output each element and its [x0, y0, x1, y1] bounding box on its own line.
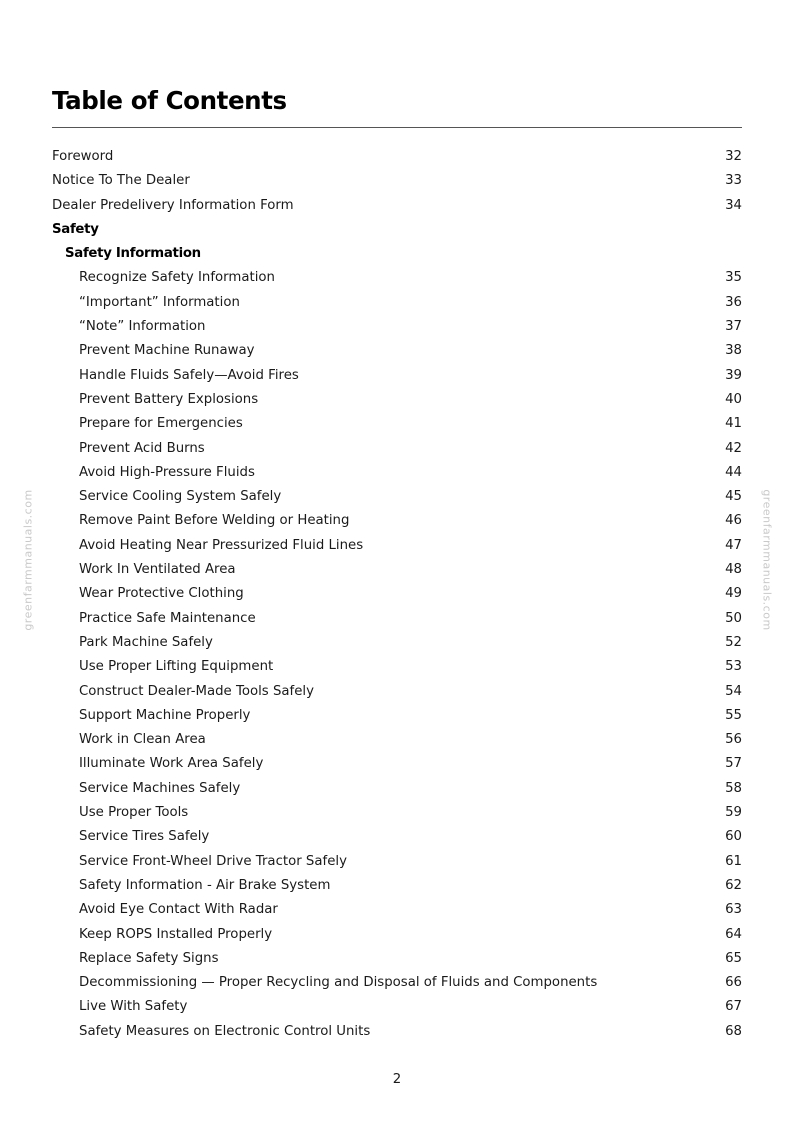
toc-entry-label: Safety Information - Air Brake System — [79, 877, 331, 893]
toc-entry-page: 68 — [725, 1023, 742, 1039]
toc-entry-label: Recognize Safety Information — [79, 270, 275, 286]
toc-entry[interactable] — [52, 485, 742, 509]
toc-entry-label: “Note” Information — [79, 319, 206, 335]
toc-entry[interactable] — [52, 388, 742, 412]
toc-entry[interactable] — [52, 874, 742, 898]
toc-entry[interactable] — [52, 412, 742, 436]
toc-entry-page: 46 — [725, 513, 742, 529]
toc-entry[interactable] — [52, 266, 742, 290]
toc-entry[interactable] — [52, 971, 742, 995]
toc-entry-page: 48 — [725, 562, 742, 578]
toc-entry-page: 38 — [725, 343, 742, 359]
toc-entry-page: 64 — [725, 926, 742, 942]
toc-entry-label: Avoid Eye Contact With Radar — [79, 902, 278, 918]
toc-entry-page: 61 — [725, 853, 742, 869]
toc-entry[interactable] — [52, 850, 742, 874]
toc-entry-label: Safety — [52, 221, 99, 237]
toc-entry[interactable] — [52, 631, 742, 655]
toc-entry-page: 40 — [725, 391, 742, 407]
toc-entry-label: Avoid High-Pressure Fluids — [79, 464, 255, 480]
toc-entry-label: Foreword — [52, 149, 114, 164]
toc-entry-label: Use Proper Tools — [79, 805, 189, 821]
toc-entry-page: 45 — [725, 489, 742, 505]
toc-entry-page: 66 — [725, 975, 742, 991]
toc-entry-label: Wear Protective Clothing — [79, 586, 244, 602]
toc-entry-page: 65 — [725, 950, 742, 966]
toc-entry[interactable] — [52, 315, 742, 339]
toc-entry[interactable] — [52, 655, 742, 679]
toc-entry-label: Service Tires Safely — [79, 829, 210, 845]
toc-entry[interactable] — [52, 534, 742, 558]
toc-entry-page: 53 — [725, 659, 742, 675]
toc-entry[interactable] — [52, 704, 742, 728]
watermark-left: greenfarmmanuals.com — [21, 489, 35, 631]
toc-entry-page: 37 — [725, 319, 742, 335]
toc-entry-label: Support Machine Properly — [79, 707, 251, 723]
toc-entry[interactable] — [52, 145, 742, 169]
toc-entry-label: Safety Measures on Electronic Control Units — [79, 1023, 371, 1039]
toc-entry[interactable] — [52, 509, 742, 533]
toc-entry-label: Work in Clean Area — [79, 732, 206, 748]
toc-entry[interactable] — [52, 1020, 742, 1044]
toc-section-heading — [52, 242, 742, 266]
page-number: 2 — [392, 1072, 402, 1087]
toc-entry-label: “Important” Information — [79, 294, 240, 310]
toc-entry-label: Work In Ventilated Area — [79, 562, 236, 578]
toc-entry-label: Service Front-Wheel Drive Tractor Safely — [79, 853, 347, 869]
toc-entry-label: Dealer Predelivery Information Form — [52, 197, 294, 213]
toc-entry-label: Safety Information — [65, 246, 201, 262]
toc-entry-page: 42 — [725, 440, 742, 456]
toc-entry[interactable] — [52, 825, 742, 849]
toc-entry[interactable] — [52, 291, 742, 315]
toc-entry-page: 60 — [725, 829, 742, 845]
toc-section-heading — [52, 218, 742, 242]
toc-entry[interactable] — [52, 582, 742, 606]
toc-entry-page: 54 — [725, 683, 742, 699]
toc-entry-label: Practice Safe Maintenance — [79, 610, 256, 626]
toc-entry-label: Prevent Machine Runaway — [79, 343, 255, 359]
toc-entry-page: 34 — [725, 197, 742, 213]
toc-entry-label: Handle Fluids Safely—Avoid Fires — [79, 367, 299, 383]
toc-entry[interactable] — [52, 680, 742, 704]
toc-entry[interactable] — [52, 777, 742, 801]
toc-entry-page: 33 — [725, 173, 742, 189]
toc-entry[interactable] — [52, 947, 742, 971]
toc-entry-label: Illuminate Work Area Safely — [79, 756, 264, 772]
toc-entry-label: Use Proper Lifting Equipment — [79, 659, 274, 675]
toc-entry-page: 50 — [725, 610, 742, 626]
toc-entry-page: 63 — [725, 902, 742, 918]
toc-entry[interactable] — [52, 558, 742, 582]
toc-entry[interactable] — [52, 801, 742, 825]
toc-entry-page: 44 — [725, 464, 742, 480]
toc-entry-page: 35 — [725, 270, 742, 286]
toc-entry[interactable] — [52, 437, 742, 461]
toc-entry-page: 58 — [725, 780, 742, 796]
toc-entry-page: 49 — [725, 586, 742, 602]
toc-entry-page: 56 — [725, 732, 742, 748]
toc-entry-label: Avoid Heating Near Pressurized Fluid Lines — [79, 537, 364, 553]
toc-entry-label: Service Machines Safely — [79, 780, 241, 796]
toc-entry[interactable] — [52, 607, 742, 631]
toc-entry[interactable] — [52, 461, 742, 485]
table-of-contents — [52, 145, 742, 1044]
toc-entry-label: Prepare for Emergencies — [79, 416, 243, 432]
toc-entry-page: 62 — [725, 877, 742, 893]
toc-entry-label: Decommissioning — Proper Recycling and Disposal of Fluids and Components — [79, 975, 598, 991]
toc-entry-page: 59 — [725, 805, 742, 821]
toc-entry[interactable] — [52, 898, 742, 922]
toc-entry-page: 47 — [725, 537, 742, 553]
page-title: Table of Contents — [52, 86, 287, 115]
watermark-right: greenfarmmanuals.com — [760, 489, 774, 631]
toc-entry[interactable] — [52, 923, 742, 947]
toc-entry[interactable] — [52, 364, 742, 388]
toc-entry-label: Service Cooling System Safely — [79, 489, 282, 505]
title-divider — [52, 127, 742, 128]
toc-entry[interactable] — [52, 995, 742, 1019]
toc-entry[interactable] — [52, 728, 742, 752]
toc-entry-page: 39 — [725, 367, 742, 383]
toc-entry-label: Replace Safety Signs — [79, 950, 219, 966]
toc-entry-label: Construct Dealer-Made Tools Safely — [79, 683, 314, 699]
toc-entry[interactable] — [52, 169, 742, 193]
toc-entry[interactable] — [52, 194, 742, 218]
toc-entry-label: Notice To The Dealer — [52, 173, 190, 189]
toc-entry-label: Keep ROPS Installed Properly — [79, 926, 273, 942]
toc-entry-page: 41 — [725, 416, 742, 432]
toc-entry-label: Park Machine Safely — [79, 634, 213, 650]
toc-entry-page: 67 — [725, 999, 742, 1015]
toc-entry[interactable] — [52, 339, 742, 363]
toc-entry-label: Prevent Acid Burns — [79, 440, 205, 456]
toc-entry-label: Prevent Battery Explosions — [79, 391, 259, 407]
toc-entry-page: 55 — [725, 707, 742, 723]
toc-entry-page: 57 — [725, 756, 742, 772]
toc-entry[interactable] — [52, 752, 742, 776]
toc-entry-label: Remove Paint Before Welding or Heating — [79, 513, 350, 529]
toc-entry-page: 36 — [725, 294, 742, 310]
toc-entry-page: 52 — [725, 634, 742, 650]
toc-entry-page: 32 — [725, 149, 742, 164]
toc-entry-label: Live With Safety — [79, 999, 188, 1015]
